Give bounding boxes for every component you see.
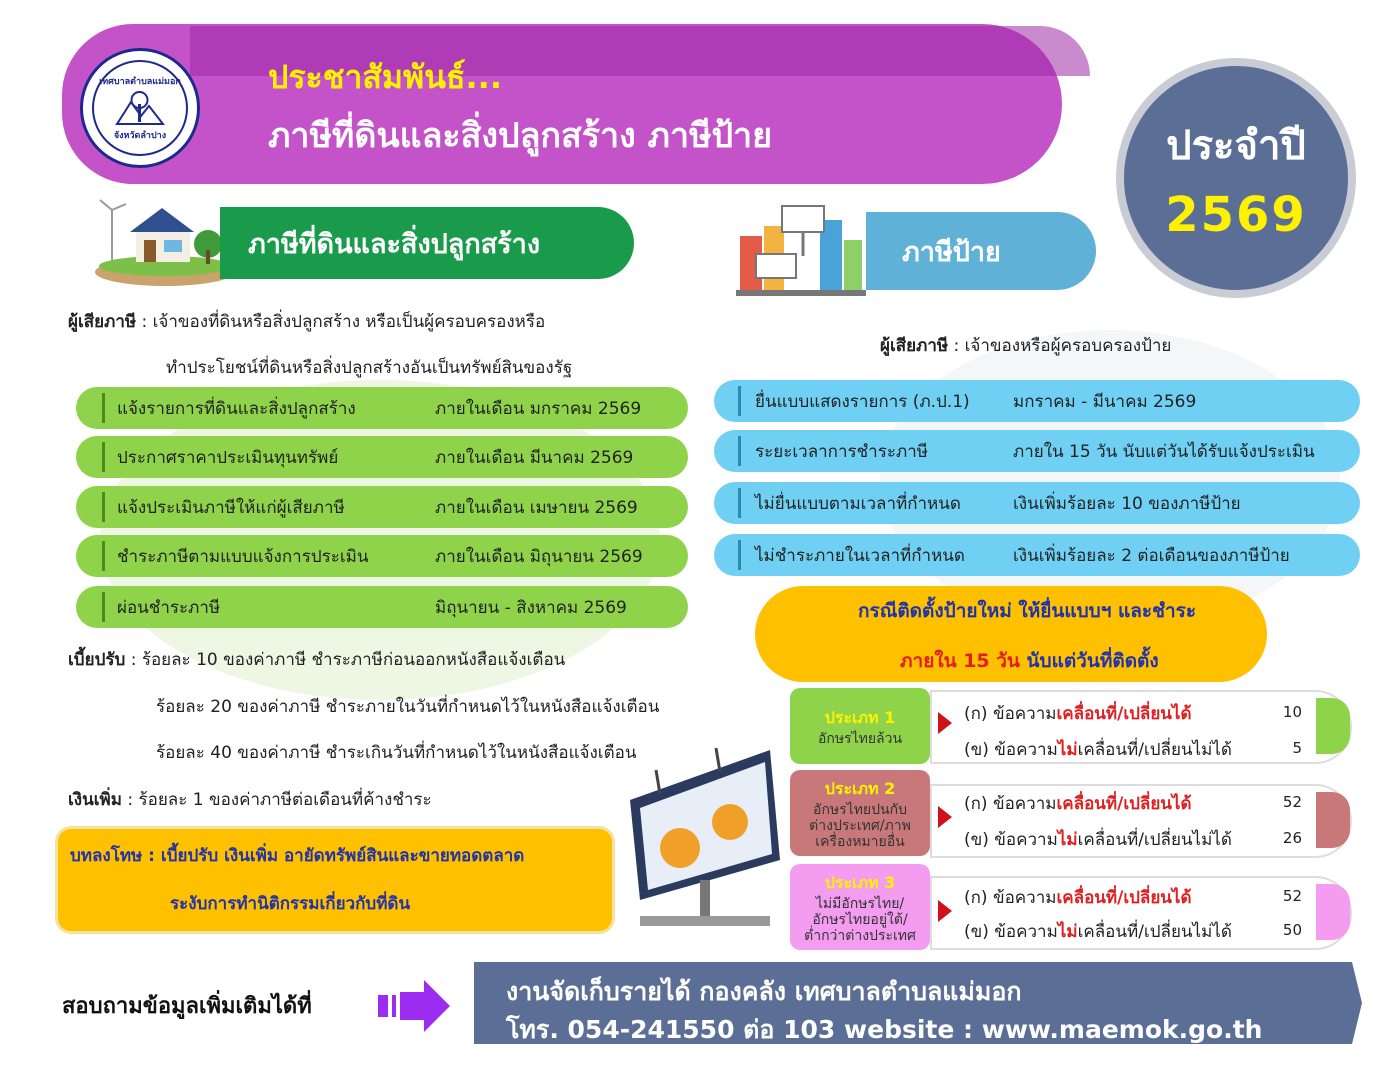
row-divider [102,592,105,622]
land-taxpayer-label: ผู้เสียภาษี [68,312,137,332]
sign-schedule-row [714,534,1360,576]
year-badge-year: 2569 [1165,187,1307,243]
year-badge-label: ประจำปี [1166,123,1306,169]
option-prefix: (ก) ข้อความ [964,704,1057,724]
penalty-line1: บทลงโทษ : เบี้ยปรับ เงินเพิ่ม อายัดทรัพย์สินและขายทอดตลาด [70,846,525,866]
background-decoration [880,330,1340,630]
land-tax-header-label: ภาษีที่ดินและสิ่งปลูกสร้าง [248,228,541,260]
fine-text-1: : ร้อยละ 10 ของค่าภาษี ชำระภาษีก่อนออกหนังสือแจ้งเตือน [130,650,566,670]
sign-row-label: ยื่นแบบแสดงรายการ (ภ.ป.1) [755,391,970,412]
option-prefix: (ก) ข้อความ [964,794,1057,814]
sign-type-name: ประเภท 1 [824,707,896,727]
sign-type-option-b [964,736,1232,763]
row-divider [102,541,105,571]
option-emphasis: เคลื่อนที่/เปลี่ยนได้ [1056,704,1192,724]
house-icon [90,190,240,290]
page-title-line2: ภาษีที่ดินและสิ่งปลูกสร้าง ภาษีป้าย [268,116,773,156]
row-divider [738,436,741,466]
pointer-arrow-icon [938,712,952,734]
fine-line2: ร้อยละ 20 ของค่าภาษี ชำระภายในวันที่กำหนดไว้ในหนังสือแจ้งเตือน [156,697,660,717]
seal-top-text: เทศบาลตำบลแม่มอก [99,77,181,87]
option-emphasis: เคลื่อนที่/เปลี่ยนได้ [1056,794,1192,814]
option-prefix: (ก) ข้อความ [964,888,1057,908]
sign-type-desc: เครื่องหมายอื่น [815,833,905,850]
land-taxpayer-line2: ทำประโยชน์ที่ดินหรือสิ่งปลูกสร้างอันเป็นทรัพย์สินของรัฐ [166,358,573,378]
sign-row-when: เงินเพิ่มร้อยละ 2 ต่อเดือนของภาษีป้าย [1013,545,1290,566]
sign-tax-header-label: ภาษีป้าย [902,236,1001,268]
sign-taxpayer-line [880,332,1171,359]
sign-type-cap [1316,792,1350,848]
sign-row-label: ระยะเวลาการชำระภาษี [755,441,928,462]
sign-row-label: ไม่ยื่นแบบตามเวลาที่กำหนด [755,493,961,514]
sign-type-option-a [964,790,1192,817]
option-prefix: (ข) ข้อความ [964,830,1058,850]
land-row-label: ผ่อนชำระภาษี [117,597,221,618]
surcharge-label: เงินเพิ่ม [68,790,122,810]
sign-type-name: ประเภท 3 [824,872,896,892]
contact-question: สอบถามข้อมูลเพิ่มเติมได้ที่ [62,994,312,1019]
sign-schedule-row [714,482,1360,524]
sign-schedule-row [714,380,1360,422]
option-rest: เคลื่อนที่/เปลี่ยนไม่ได้ [1077,830,1232,850]
city-billboard-icon [736,196,866,296]
sign-type-cap [1316,884,1350,940]
sign-rate-value: 10 [1282,703,1302,721]
new-sign-line1: กรณีติดตั้งป้ายใหม่ ให้ยื่นแบบฯ และชำระ [858,600,1197,622]
sign-row-when: ภายใน 15 วัน นับแต่วันได้รับแจ้งประเมิน [1013,441,1315,462]
option-emphasis: ไม่ [1057,830,1078,850]
year-badge [1116,58,1356,298]
seal-bottom-text: จังหวัดลำปาง [113,131,167,141]
sign-taxpayer-label: ผู้เสียภาษี [880,336,949,356]
sign-type-desc: ต่างประเทศ/ภาพ [809,817,911,834]
sign-type-option-a [964,700,1192,727]
land-row-when: ภายในเดือน เมษายน 2569 [435,497,638,518]
land-schedule-row [76,586,688,628]
option-emphasis: ไม่ [1057,922,1078,942]
sign-row-when: เงินเพิ่มร้อยละ 10 ของภาษีป้าย [1013,493,1241,514]
sign-schedule-row [714,430,1360,472]
penalty-line2: ระงับการทำนิติกรรมเกี่ยวกับที่ดิน [170,894,411,914]
option-prefix: (ข) ข้อความ [964,922,1058,942]
land-taxpayer-line1 [68,308,545,335]
contact-bar-tip [1350,962,1362,1044]
sign-rate-value: 50 [1282,921,1302,939]
fine-label: เบี้ยปรับ [68,650,126,670]
sign-type-label [790,770,930,856]
sign-type-option-b [964,826,1232,853]
sign-rate-value: 26 [1282,829,1302,847]
land-row-when: มิถุนายน - สิงหาคม 2569 [435,597,627,618]
sign-tax-header [866,212,1096,290]
land-tax-header [220,207,634,279]
row-divider [738,540,741,570]
sign-type-desc: อักษรไทยอยู่ใต้/ [812,911,908,928]
arrow-right-icon [378,978,452,1034]
sign-type-desc: อักษรไทยล้วน [817,730,903,747]
option-emphasis: ไม่ [1057,740,1078,760]
land-row-label: แจ้งประเมินภาษีให้แก่ผู้เสียภาษี [117,497,345,518]
billboard-icon [620,730,790,930]
sign-type-option-a [964,884,1192,911]
new-sign-deadline: ภายใน 15 วัน [900,650,1020,672]
pointer-arrow-icon [938,900,952,922]
row-divider [102,442,105,472]
land-row-label: ชำระภาษีตามแบบแจ้งการประเมิน [117,546,369,567]
new-sign-line2-rest: นับแต่วันที่ติดตั้ง [1019,650,1159,672]
option-rest: เคลื่อนที่/เปลี่ยนไม่ได้ [1077,740,1232,760]
tree-mountain-icon [115,88,165,128]
sign-type-desc: ไม่มีอักษรไทย/ [815,895,905,912]
sign-row-label: ไม่ชำระภายในเวลาที่กำหนด [755,545,965,566]
contact-office: งานจัดเก็บรายได้ กองคลัง เทศบาลตำบลแม่มอก [506,977,1022,1006]
land-schedule-row [76,486,688,528]
sign-type-cap [1316,698,1350,754]
row-divider [102,393,105,423]
land-schedule-row [76,436,688,478]
new-sign-line2 [900,646,1159,676]
sign-taxpayer-text: : เจ้าของหรือผู้ครอบครองป้าย [953,336,1172,356]
pointer-arrow-icon [938,806,952,828]
land-schedule-row [76,535,688,577]
surcharge-text: : ร้อยละ 1 ของค่าภาษีต่อเดือนที่ค้างชำระ [127,790,432,810]
contact-phone-website: โทร. 054-241550 ต่อ 103 website : www.maemok.go.th [506,1015,1263,1044]
land-row-label: แจ้งรายการที่ดินและสิ่งปลูกสร้าง [117,398,356,419]
municipality-seal [80,48,200,168]
sign-type-label [790,688,930,764]
land-row-when: ภายในเดือน มีนาคม 2569 [435,447,634,468]
sign-rate-value: 52 [1282,887,1302,905]
option-rest: เคลื่อนที่/เปลี่ยนไม่ได้ [1077,922,1232,942]
land-row-when: ภายในเดือน มิถุนายน 2569 [435,546,643,567]
page-title-line1: ประชาสัมพันธ์... [268,58,502,96]
sign-type-desc: อักษรไทยปนกับ [813,801,907,818]
land-row-label: ประกาศราคาประเมินทุนทรัพย์ [117,447,339,468]
row-divider [738,386,741,416]
sign-type-name: ประเภท 2 [824,778,896,798]
land-taxpayer-text: : เจ้าของที่ดินหรือสิ่งปลูกสร้าง หรือเป็นผู้ครอบครองหรือ [141,312,546,332]
land-schedule-row [76,387,688,429]
row-divider [738,488,741,518]
sign-type-option-b [964,918,1232,945]
option-emphasis: เคลื่อนที่/เปลี่ยนได้ [1056,888,1192,908]
sign-row-when: มกราคม - มีนาคม 2569 [1013,391,1197,412]
row-divider [102,492,105,522]
sign-type-label [790,864,930,950]
land-row-when: ภายในเดือน มกราคม 2569 [435,398,642,419]
fine-line1 [68,646,565,673]
surcharge-line [68,786,432,813]
option-prefix: (ข) ข้อความ [964,740,1058,760]
sign-rate-value: 52 [1282,793,1302,811]
sign-rate-value: 5 [1292,739,1302,757]
sign-type-desc: ต่ำกว่าต่างประเทศ [804,927,916,944]
fine-line3: ร้อยละ 40 ของค่าภาษี ชำระเกินวันที่กำหนดไว้ในหนังสือแจ้งเตือน [156,743,637,763]
